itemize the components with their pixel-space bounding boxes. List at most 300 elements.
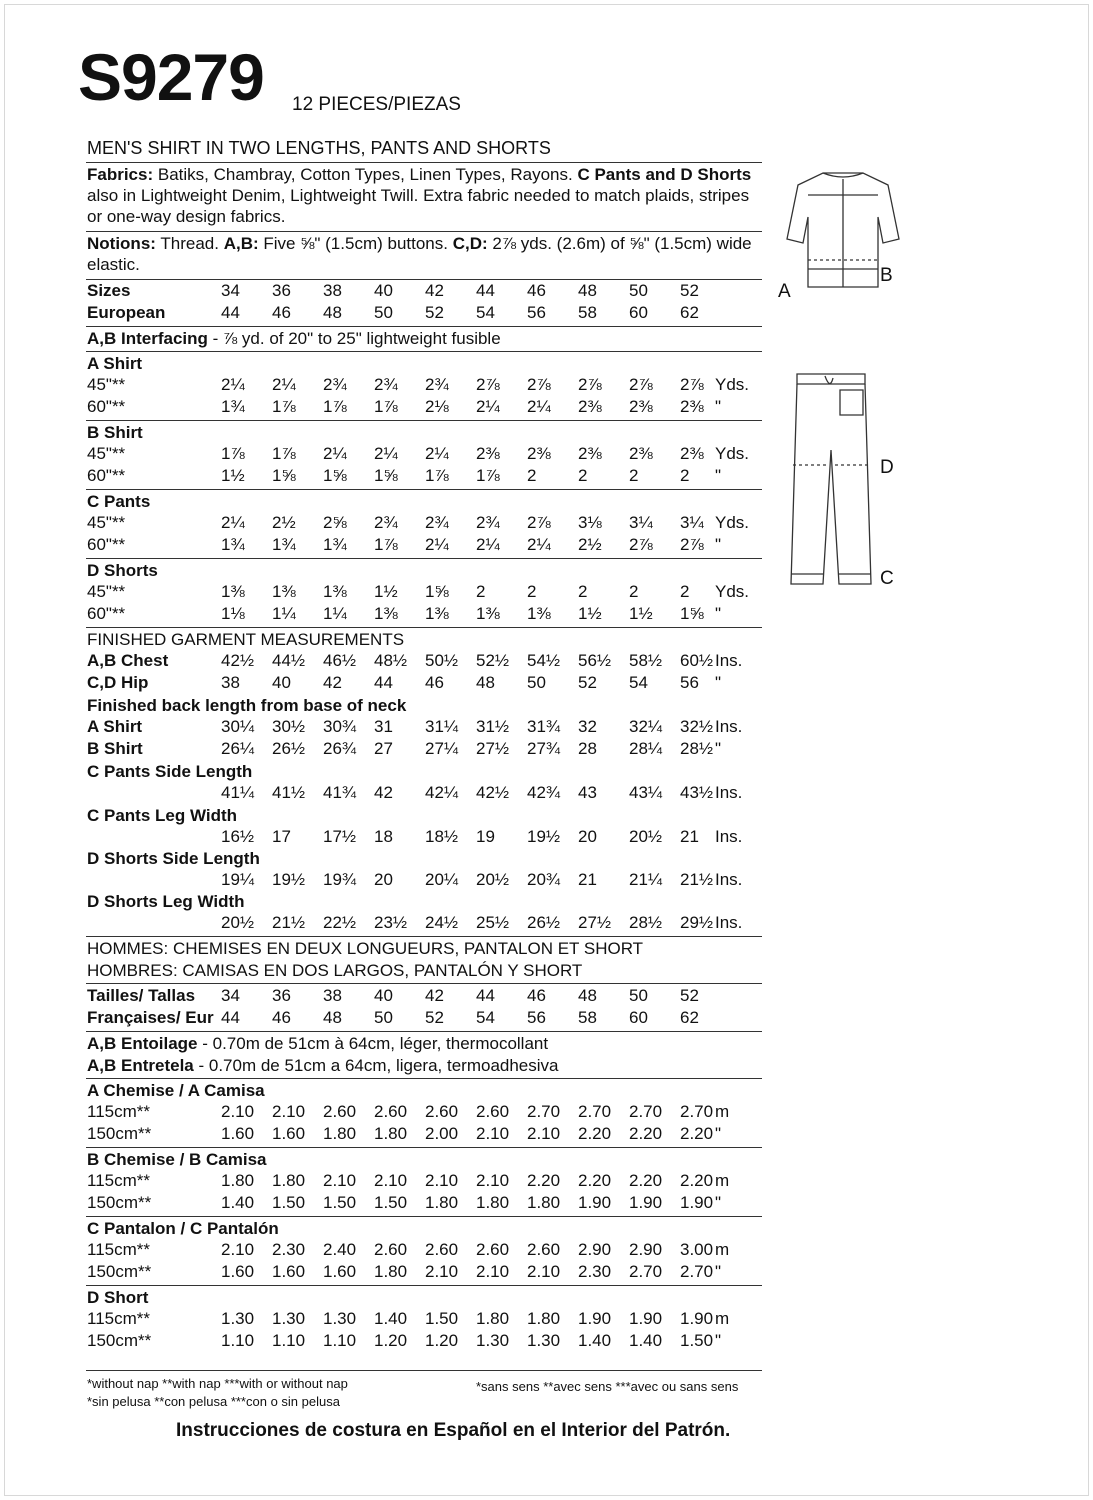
table-cell: 30¼ <box>221 717 255 736</box>
table-cell: 42 <box>323 673 342 692</box>
table-cell: 52 <box>425 303 444 322</box>
table-cell: 1⅜ <box>425 604 449 623</box>
unit-label: " <box>715 1193 722 1212</box>
table-row <box>87 717 767 739</box>
pattern-title: MEN'S SHIRT IN TWO LENGTHS, PANTS AND SHORTS <box>87 138 551 158</box>
table-cell: 2⅜ <box>680 397 704 416</box>
figure-label-d: D <box>880 457 894 478</box>
table-cell: 44½ <box>272 651 306 670</box>
table-cell: 2.30 <box>578 1262 612 1281</box>
table-cell: 21¼ <box>629 870 663 889</box>
table-cell: 2.20 <box>578 1124 612 1143</box>
section-heading: HOMMES: CHEMISES EN DEUX LONGUEURS, PANTALON ET SHORT <box>87 939 644 958</box>
table-cell: 44 <box>221 303 240 322</box>
table-cell: 2.90 <box>629 1240 663 1259</box>
table-row <box>87 1240 767 1262</box>
table-cell: 1½ <box>374 582 398 601</box>
divider <box>86 1031 762 1032</box>
unit-label: m <box>715 1102 730 1121</box>
table-cell: 2.20 <box>527 1171 561 1190</box>
table-row <box>87 466 767 488</box>
unit-label: Yds. <box>715 582 750 601</box>
unit-label: " <box>715 604 722 623</box>
table-cell: 40 <box>374 986 393 1005</box>
row-label: 60"** <box>87 535 126 554</box>
table-cell: 20¼ <box>425 870 459 889</box>
table-cell: 28 <box>578 739 597 758</box>
table-cell: 43 <box>578 783 597 802</box>
table-cell: 27½ <box>476 739 510 758</box>
unit-label: Ins. <box>715 783 743 802</box>
table-cell: 2¼ <box>272 375 296 394</box>
table-cell: 2.10 <box>221 1102 255 1121</box>
table-row <box>87 281 767 303</box>
table-cell: 2¾ <box>374 513 398 532</box>
table-row <box>87 513 767 535</box>
table-cell: 1.60 <box>221 1262 255 1281</box>
table-cell: 32½ <box>680 717 714 736</box>
table-cell: 27 <box>374 739 393 758</box>
row-label: A Shirt <box>87 717 143 736</box>
table-cell: 2⅜ <box>629 444 653 463</box>
table-cell: 1.90 <box>578 1309 612 1328</box>
divider <box>86 558 762 559</box>
table-cell: 2.20 <box>680 1124 714 1143</box>
table-cell: 48 <box>578 986 597 1005</box>
table-cell: 2.60 <box>425 1102 459 1121</box>
table-cell: 62 <box>680 303 699 322</box>
garment-heading: C Pantalon / C Pantalón <box>87 1219 279 1238</box>
figure-label-c: C <box>880 568 894 589</box>
table-row <box>87 604 767 626</box>
table-cell: 44 <box>476 281 495 300</box>
row-heading: D Shorts Side Length <box>87 849 260 868</box>
table-cell: 1⅛ <box>221 604 245 623</box>
unit-label: " <box>715 739 722 758</box>
table-cell: 46 <box>527 986 546 1005</box>
table-cell: 1¾ <box>272 535 296 554</box>
spanish-instructions-note: Instrucciones de costura en Español en el Interior del Patrón. <box>176 1420 731 1441</box>
divider <box>86 983 762 984</box>
table-cell: 1.80 <box>374 1124 408 1143</box>
table-cell: 30½ <box>272 717 306 736</box>
pattern-code: S9279 <box>78 40 264 114</box>
unit-label: Ins. <box>715 651 743 670</box>
table-cell: 1.90 <box>629 1309 663 1328</box>
table-cell: 2⅞ <box>680 375 704 394</box>
table-cell: 48 <box>323 303 342 322</box>
table-cell: 1⅞ <box>425 466 449 485</box>
table-cell: 1⅞ <box>476 466 500 485</box>
table-cell: 1.10 <box>221 1331 255 1350</box>
table-row <box>87 1331 767 1353</box>
divider <box>86 231 762 232</box>
row-label: 150cm** <box>87 1262 152 1281</box>
table-row <box>87 1193 767 1215</box>
table-cell: 2.60 <box>323 1102 357 1121</box>
unit-label: " <box>715 535 722 554</box>
table-cell: 36 <box>272 281 291 300</box>
table-cell: 46 <box>425 673 444 692</box>
row-label: 150cm** <box>87 1331 152 1350</box>
table-cell: 1¾ <box>221 535 245 554</box>
divider <box>86 1078 762 1079</box>
divider <box>86 1147 762 1148</box>
table-cell: 1⅜ <box>323 582 347 601</box>
table-cell: 20½ <box>476 870 510 889</box>
divider <box>86 489 762 490</box>
table-cell: 2.70 <box>680 1262 714 1281</box>
unit-label: Ins. <box>715 827 743 846</box>
table-cell: 44 <box>476 986 495 1005</box>
table-cell: 2⅞ <box>680 535 704 554</box>
table-cell: 1⅞ <box>221 444 245 463</box>
table-cell: 2.70 <box>629 1262 663 1281</box>
row-label: 115cm** <box>87 1240 150 1259</box>
table-cell: 1.90 <box>629 1193 663 1212</box>
table-cell: 42½ <box>476 783 510 802</box>
table-cell: 52 <box>578 673 597 692</box>
table-cell: 1.10 <box>323 1331 357 1350</box>
table-cell: 28½ <box>629 913 663 932</box>
table-cell: 1¼ <box>272 604 296 623</box>
unit-label: Yds. <box>715 513 750 532</box>
table-cell: 1⅞ <box>272 397 296 416</box>
table-cell: 1⅝ <box>374 466 398 485</box>
notions-text <box>87 233 759 275</box>
table-cell: 1.10 <box>272 1331 306 1350</box>
row-label: 45"** <box>87 582 126 601</box>
table-cell: 1.50 <box>272 1193 306 1212</box>
table-cell: 21 <box>680 827 699 846</box>
table-cell: 58½ <box>629 651 663 670</box>
table-cell: 1.30 <box>221 1309 255 1328</box>
table-cell: 60 <box>629 303 648 322</box>
divider <box>86 936 762 937</box>
table-cell: 58 <box>578 303 597 322</box>
table-cell: 2.20 <box>578 1171 612 1190</box>
table-cell: 2¼ <box>221 375 245 394</box>
table-cell: 2 <box>578 582 588 601</box>
table-cell: 2¼ <box>476 535 500 554</box>
table-cell: 2.10 <box>425 1262 459 1281</box>
table-cell: 54 <box>476 303 495 322</box>
table-cell: 2 <box>578 466 588 485</box>
table-cell: 2¼ <box>527 397 551 416</box>
table-cell: 2 <box>629 582 639 601</box>
table-cell: 44 <box>374 673 393 692</box>
table-cell: 60 <box>629 1008 648 1027</box>
table-cell: 1.30 <box>476 1331 510 1350</box>
table-cell: 2.10 <box>374 1171 408 1190</box>
unit-label: " <box>715 1331 722 1350</box>
table-cell: 3¼ <box>680 513 704 532</box>
table-row <box>87 651 767 673</box>
table-cell: 41¼ <box>221 783 255 802</box>
table-cell: 2.30 <box>272 1240 306 1259</box>
table-cell: 2.40 <box>323 1240 357 1259</box>
section-heading: HOMBRES: CAMISAS EN DOS LARGOS, PANTALÓN Y SHORT <box>87 961 583 980</box>
figure-label-b: B <box>880 265 893 286</box>
row-label: 150cm** <box>87 1193 152 1212</box>
table-row <box>87 582 767 604</box>
table-cell: 31¾ <box>527 717 561 736</box>
row-label: Sizes <box>87 281 131 300</box>
table-cell: 26¼ <box>221 739 255 758</box>
table-row <box>87 913 767 935</box>
table-cell: 1⅞ <box>374 535 398 554</box>
table-cell: 26½ <box>272 739 306 758</box>
table-cell: 43½ <box>680 783 714 802</box>
fabrics-list: Batiks, Chambray, Cotton Types, Linen Types, Rayons. <box>157 165 573 184</box>
table-cell: 1.40 <box>629 1331 663 1350</box>
table-cell: 1.60 <box>323 1262 357 1281</box>
row-heading: C Pants Side Length <box>87 762 253 781</box>
table-cell: 1⅞ <box>272 444 296 463</box>
table-cell: 2⅜ <box>578 444 602 463</box>
fabrics-bold: C Pants and D Shorts <box>577 165 752 184</box>
table-cell: 2⅞ <box>527 513 551 532</box>
garment-heading: C Pants <box>87 492 151 511</box>
row-label: 60"** <box>87 397 126 416</box>
text: - 0.70m de 51cm a 64cm, ligera, termoadhesiva <box>198 1056 559 1075</box>
table-cell: 1.60 <box>272 1262 306 1281</box>
row-label: B Shirt <box>87 739 143 758</box>
table-cell: 1.90 <box>680 1309 714 1328</box>
table-cell: 2⅞ <box>476 375 500 394</box>
table-cell: 2.10 <box>527 1124 561 1143</box>
unit-label: " <box>715 673 722 692</box>
table-cell: 2 <box>629 466 639 485</box>
table-cell: 46½ <box>323 651 357 670</box>
table-cell: 2.70 <box>680 1102 714 1121</box>
row-label: 60"** <box>87 466 126 485</box>
table-cell: 1½ <box>629 604 653 623</box>
table-row <box>87 1008 767 1030</box>
table-cell: 2.10 <box>221 1240 255 1259</box>
table-cell: 17 <box>272 827 291 846</box>
table-row <box>87 986 767 1008</box>
table-cell: 22½ <box>323 913 357 932</box>
row-heading: D Shorts Leg Width <box>87 892 245 911</box>
table-cell: 2¾ <box>476 513 500 532</box>
table-cell: 1.40 <box>578 1331 612 1350</box>
label: A,B Interfacing <box>87 329 208 348</box>
table-cell: 1.80 <box>425 1193 459 1212</box>
table-cell: 58 <box>578 1008 597 1027</box>
table-cell: 19¾ <box>323 870 357 889</box>
table-cell: 1⅜ <box>476 604 500 623</box>
table-cell: 54½ <box>527 651 561 670</box>
table-row <box>87 1124 767 1146</box>
table-cell: 2⅞ <box>578 375 602 394</box>
table-cell: 34 <box>221 281 240 300</box>
table-cell: 32 <box>578 717 597 736</box>
table-cell: 27½ <box>578 913 612 932</box>
table-cell: 1.60 <box>221 1124 255 1143</box>
row-label: 45"** <box>87 375 126 394</box>
table-cell: 1.30 <box>272 1309 306 1328</box>
garment-heading: A Shirt <box>87 354 143 373</box>
table-cell: 2¼ <box>425 444 449 463</box>
unit-label: m <box>715 1309 730 1328</box>
divider <box>86 326 762 327</box>
table-row <box>87 1171 767 1193</box>
table-cell: 60½ <box>680 651 714 670</box>
table-cell: 2.00 <box>425 1124 459 1143</box>
notions-label: Notions: <box>87 234 156 253</box>
table-row <box>87 827 767 849</box>
table-cell: 23½ <box>374 913 408 932</box>
table-cell: 31¼ <box>425 717 459 736</box>
table-cell: 52 <box>680 281 699 300</box>
table-cell: 19½ <box>272 870 306 889</box>
garment-heading: B Shirt <box>87 423 143 442</box>
table-cell: 1.90 <box>578 1193 612 1212</box>
garment-heading: D Shorts <box>87 561 158 580</box>
label: A,B Entoilage <box>87 1034 198 1053</box>
notions-part: 2⅞ yds. (2.6m) of ⅝" (1.5cm) wide elastic. <box>87 234 752 274</box>
table-cell: 1.20 <box>425 1331 459 1350</box>
table-cell: 2.60 <box>527 1240 561 1259</box>
table-cell: 50 <box>629 281 648 300</box>
table-cell: 2.70 <box>578 1102 612 1121</box>
table-cell: 2.10 <box>527 1262 561 1281</box>
table-cell: 1.30 <box>527 1331 561 1350</box>
table-cell: 25½ <box>476 913 510 932</box>
table-cell: 18 <box>374 827 393 846</box>
footnote-es: *sin pelusa **con pelusa ***con o sin pelusa <box>87 1394 340 1409</box>
table-cell: 1.80 <box>221 1171 255 1190</box>
table-row <box>87 783 767 805</box>
unit-label: m <box>715 1171 730 1190</box>
table-cell: 2⅛ <box>425 397 449 416</box>
table-cell: 20¾ <box>527 870 561 889</box>
row-label: 150cm** <box>87 1124 152 1143</box>
table-cell: 3⅛ <box>578 513 602 532</box>
unit-label: Ins. <box>715 870 743 889</box>
table-cell: 1.50 <box>425 1309 459 1328</box>
table-cell: 48 <box>476 673 495 692</box>
table-cell: 2⅜ <box>629 397 653 416</box>
piece-count: 12 PIECES/PIEZAS <box>292 94 461 115</box>
table-cell: 2¼ <box>476 397 500 416</box>
footnote-fr: *sans sens **avec sens ***avec ou sans sens <box>476 1379 739 1394</box>
table-cell: 2¼ <box>425 535 449 554</box>
table-cell: 2 <box>680 582 690 601</box>
table-cell: 2⅝ <box>323 513 347 532</box>
table-cell: 1.80 <box>272 1171 306 1190</box>
table-cell: 1⅜ <box>527 604 551 623</box>
label: A,B Entretela <box>87 1056 194 1075</box>
table-cell: 2.60 <box>425 1240 459 1259</box>
table-cell: 2 <box>476 582 486 601</box>
table-cell: 44 <box>221 1008 240 1027</box>
table-cell: 1.80 <box>476 1309 510 1328</box>
garment-heading: A Chemise / A Camisa <box>87 1081 265 1100</box>
table-cell: 2.70 <box>527 1102 561 1121</box>
table-cell: 42½ <box>221 651 255 670</box>
row-label: 115cm** <box>87 1309 150 1328</box>
table-cell: 38 <box>323 281 342 300</box>
table-cell: 20½ <box>629 827 663 846</box>
notions-part: A,B: <box>223 234 259 253</box>
table-cell: 30¾ <box>323 717 357 736</box>
table-cell: 20 <box>374 870 393 889</box>
divider <box>86 1285 762 1286</box>
row-label: 45"** <box>87 513 126 532</box>
unit-label: " <box>715 1124 722 1143</box>
table-cell: 52½ <box>476 651 510 670</box>
table-cell: 2.10 <box>476 1124 510 1143</box>
table-cell: 1.50 <box>323 1193 357 1212</box>
table-cell: 2¾ <box>425 513 449 532</box>
table-cell: 43¼ <box>629 783 663 802</box>
table-cell: 19¼ <box>221 870 255 889</box>
divider <box>86 420 762 421</box>
table-cell: 2.60 <box>374 1102 408 1121</box>
table-cell: 24½ <box>425 913 459 932</box>
table-cell: 42¼ <box>425 783 459 802</box>
table-cell: 26½ <box>527 913 561 932</box>
divider <box>86 627 762 628</box>
table-cell: 32¼ <box>629 717 663 736</box>
table-cell: 19½ <box>527 827 561 846</box>
table-cell: 1.60 <box>272 1124 306 1143</box>
row-label: European <box>87 303 166 322</box>
table-cell: 1.80 <box>323 1124 357 1143</box>
table-cell: 1⅝ <box>425 582 449 601</box>
table-cell: 62 <box>680 1008 699 1027</box>
table-cell: 2⅞ <box>527 375 551 394</box>
table-cell: 2.90 <box>578 1240 612 1259</box>
table-cell: 1⅜ <box>272 582 296 601</box>
table-cell: 2.20 <box>629 1171 663 1190</box>
table-cell: 2¾ <box>425 375 449 394</box>
table-cell: 26¾ <box>323 739 357 758</box>
table-cell: 42¾ <box>527 783 561 802</box>
table-row <box>87 1102 767 1124</box>
row-label: Tailles/ Tallas <box>87 986 196 1005</box>
table-cell: 41½ <box>272 783 306 802</box>
table-cell: 17½ <box>323 827 357 846</box>
table-cell: 1⅞ <box>374 397 398 416</box>
table-cell: 1.90 <box>680 1193 714 1212</box>
table-cell: 27¼ <box>425 739 459 758</box>
table-cell: 29½ <box>680 913 714 932</box>
table-cell: 1½ <box>221 466 245 485</box>
table-cell: 16½ <box>221 827 255 846</box>
table-row <box>87 303 767 325</box>
table-cell: 1.20 <box>374 1331 408 1350</box>
notions-part: Thread. <box>160 234 219 253</box>
fabrics-label: Fabrics: <box>87 165 154 184</box>
table-cell: 1⅜ <box>221 582 245 601</box>
table-cell: 56 <box>527 303 546 322</box>
table-cell: 2⅞ <box>629 535 653 554</box>
table-row <box>87 535 767 557</box>
table-cell: 21½ <box>680 870 714 889</box>
table-cell: 41¾ <box>323 783 357 802</box>
table-cell: 2¼ <box>527 535 551 554</box>
table-row <box>87 397 767 419</box>
table-cell: 46 <box>527 281 546 300</box>
table-cell: 1⅜ <box>374 604 398 623</box>
unit-label: m <box>715 1240 730 1259</box>
row-label: A,B Chest <box>87 651 169 670</box>
table-cell: 2.10 <box>425 1171 459 1190</box>
table-cell: 2.20 <box>680 1171 714 1190</box>
